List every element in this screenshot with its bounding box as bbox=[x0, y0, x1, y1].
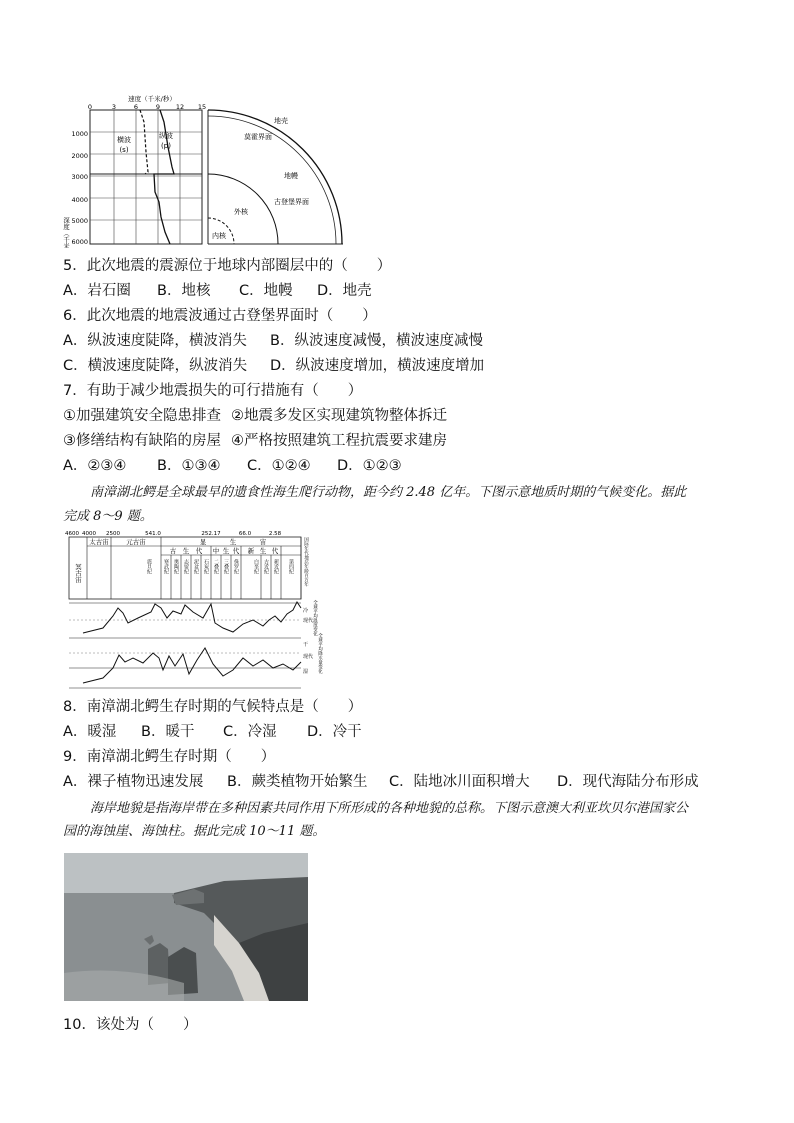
label-cold: 冷 bbox=[303, 608, 309, 614]
coastal-stacks-photo bbox=[64, 853, 308, 1001]
p-wave-label: 纵波 bbox=[159, 132, 173, 140]
time-number: 66.0 bbox=[238, 531, 252, 537]
period-label: 二叠纪 bbox=[213, 559, 219, 574]
period-label: 奥陶纪 bbox=[173, 559, 179, 574]
speed-tick: 15 bbox=[197, 103, 207, 111]
q7-items-row1 bbox=[63, 406, 447, 426]
era-char: 代 bbox=[271, 547, 279, 555]
moho-boundary bbox=[208, 116, 336, 244]
q5-option-a[interactable]: A．岩石圈 bbox=[63, 283, 131, 299]
right-temp-label: 全球平均温度变化 bbox=[312, 600, 318, 636]
eon-phanerozoic-2: 生 bbox=[229, 538, 237, 546]
p-wave-sub: (p) bbox=[161, 142, 171, 150]
period-label: 三叠纪 bbox=[223, 559, 229, 574]
label-now2: 现代 bbox=[303, 654, 314, 660]
temperature-curve bbox=[83, 602, 301, 633]
intro-10-11-line2: 园的海蚀崖、海蚀柱。据此完成 10～11 题。 bbox=[63, 824, 326, 839]
depth-tick: 2000 bbox=[71, 152, 88, 160]
s-wave-label: 横波 bbox=[117, 136, 131, 144]
q7-item-2: ②地震多发区实现建筑物整体拆迁 bbox=[231, 408, 447, 424]
q6-option-b[interactable]: B．纵波速度减慢，横波速度减慢 bbox=[270, 333, 483, 349]
q7-item-3: ③修缮结构有缺陷的房屋 bbox=[63, 433, 221, 449]
q9-stem: 9．南漳湖北鳄生存时期（ ） bbox=[63, 749, 276, 765]
q9-option-a[interactable]: A．裸子植物迅速发展 bbox=[63, 774, 204, 790]
depth-axis-label: 深度（千米） bbox=[62, 217, 70, 248]
label-wet: 湿 bbox=[303, 669, 309, 675]
q7-options bbox=[63, 456, 402, 476]
eon-phanerozoic-3: 宙 bbox=[259, 538, 267, 546]
period-label: 志留纪 bbox=[183, 559, 189, 574]
right-top-label: 国际年代地层年龄百万年 bbox=[303, 537, 309, 587]
period-label: 泥盆纪 bbox=[193, 559, 199, 574]
precipitation-curve bbox=[83, 648, 301, 683]
time-number: 4600 bbox=[65, 531, 79, 537]
q6-option-d[interactable]: D．纵波速度增加，横波速度增加 bbox=[270, 358, 485, 374]
time-number: 4000 bbox=[82, 531, 96, 537]
speed-tick: 9 bbox=[155, 103, 161, 111]
crust-label: 地壳 bbox=[274, 117, 288, 125]
q8-option-d[interactable]: D．冷干 bbox=[307, 724, 362, 740]
seismic-wave-figure bbox=[62, 92, 345, 248]
period-label: 新近纪 bbox=[273, 559, 279, 574]
speed-axis-label: 速度（千米/秒） bbox=[128, 95, 176, 103]
era-char: 生 bbox=[222, 547, 230, 555]
geologic-climate-figure bbox=[63, 528, 323, 692]
era-char: 生 bbox=[182, 547, 190, 555]
speed-tick: 0 bbox=[87, 103, 93, 111]
q7-option-b[interactable]: B．①③④ bbox=[157, 458, 221, 474]
era-char: 代 bbox=[232, 547, 240, 555]
q5-option-b[interactable]: B．地核 bbox=[157, 283, 211, 299]
depth-tick: 4000 bbox=[71, 196, 88, 204]
period-label: 白垩纪 bbox=[253, 559, 259, 574]
q7-stem: 7．有助于减少地震损失的可行措施有（ ） bbox=[63, 383, 363, 399]
period-label: 石炭纪 bbox=[203, 559, 209, 574]
gutenberg-label: 古登堡界面 bbox=[274, 198, 309, 206]
q5-option-c[interactable]: C．地幔 bbox=[239, 283, 293, 299]
moho-label: 莫霍界面 bbox=[244, 133, 272, 141]
q9-options bbox=[63, 772, 699, 792]
q6-options-row2 bbox=[63, 356, 484, 376]
q5-options bbox=[63, 281, 372, 301]
q6-stem: 6．此次地震的地震波通过古登堡界面时（ ） bbox=[63, 308, 377, 324]
outer-core-label: 外核 bbox=[234, 208, 248, 216]
q6-option-a[interactable]: A．纵波速度陡降，横波消失 bbox=[63, 333, 247, 349]
period-label: 震旦纪 bbox=[146, 559, 152, 574]
q7-items-row2 bbox=[63, 431, 447, 451]
era-char: 生 bbox=[259, 547, 267, 555]
depth-tick: 5000 bbox=[71, 217, 88, 225]
eon-proterozoic: 元古宙 bbox=[126, 538, 146, 546]
eon-phanerozoic-1: 显 bbox=[199, 538, 207, 546]
s-wave-sub: (s) bbox=[119, 146, 129, 154]
q7-option-c[interactable]: C．①②④ bbox=[247, 458, 311, 474]
depth-tick: 1000 bbox=[71, 130, 88, 138]
q8-stem: 8．南漳湖北鳄生存时期的气候特点是（ ） bbox=[63, 699, 363, 715]
period-label: 第四纪 bbox=[288, 559, 294, 574]
q6-options-row1 bbox=[63, 331, 483, 351]
q7-item-1: ①加强建筑安全隐患排查 bbox=[63, 408, 221, 424]
time-number: 2500 bbox=[106, 531, 120, 537]
q7-item-4: ④严格按照建筑工程抗震要求建房 bbox=[231, 433, 447, 449]
q8-option-b[interactable]: B．暖干 bbox=[141, 724, 195, 740]
q5-stem: 5．此次地震的震源位于地球内部圈层中的（ ） bbox=[63, 258, 392, 274]
right-precip-label: 全球平均降水量变化 bbox=[317, 633, 323, 674]
era-char: 中 bbox=[212, 547, 220, 555]
q8-option-a[interactable]: A．暖湿 bbox=[63, 724, 117, 740]
label-now1: 现代 bbox=[303, 618, 314, 624]
q7-option-a[interactable]: A．②③④ bbox=[63, 458, 127, 474]
depth-tick: 3000 bbox=[71, 173, 88, 181]
period-label: 寒武纪 bbox=[163, 559, 169, 574]
mantle-label: 地幔 bbox=[284, 172, 298, 180]
s-wave-curve bbox=[140, 110, 148, 174]
q7-option-d[interactable]: D．①②③ bbox=[337, 458, 402, 474]
depth-tick: 6000 bbox=[71, 238, 88, 246]
time-number: 2.58 bbox=[268, 531, 282, 537]
q9-option-c[interactable]: C．陆地冰川面积增大 bbox=[389, 774, 530, 790]
intro-8-9-line2: 完成 8～9 题。 bbox=[63, 509, 153, 524]
intro-10-11-line1: 海岸地貌是指海岸带在多种因素共同作用下所形成的各种地貌的总称。下图示意澳大利亚坎贝尔港国家公 bbox=[90, 801, 689, 816]
time-number: 252.17 bbox=[201, 531, 221, 537]
inner-core-boundary bbox=[208, 218, 234, 244]
eon-hadean: 冥古宙 bbox=[74, 563, 82, 583]
era-char: 新 bbox=[247, 547, 255, 555]
q8-options bbox=[63, 722, 362, 742]
time-number: 541.0 bbox=[145, 531, 161, 537]
era-char: 古 bbox=[169, 547, 177, 555]
q10-stem: 10．该处为（ ） bbox=[63, 1017, 198, 1033]
period-label: 侏罗纪 bbox=[233, 559, 239, 574]
p-wave-curve bbox=[154, 110, 174, 244]
period-label: 古近纪 bbox=[263, 559, 269, 574]
q6-option-c[interactable]: C．横波速度陡降，纵波消失 bbox=[63, 358, 248, 374]
inner-core-label: 内核 bbox=[212, 232, 226, 240]
speed-tick: 3 bbox=[111, 103, 117, 111]
eon-archean: 太古宙 bbox=[89, 538, 109, 546]
speed-tick: 6 bbox=[133, 103, 139, 111]
speed-tick: 12 bbox=[175, 103, 185, 111]
era-char: 代 bbox=[195, 547, 203, 555]
intro-8-9-line1: 南漳湖北鳄是全球最早的遗食性海生爬行动物，距今约 2.48 亿年。下图示意地质时期的气候变化。据此 bbox=[90, 485, 687, 500]
q9-option-d[interactable]: D．现代海陆分布形成 bbox=[557, 774, 699, 790]
q8-option-c[interactable]: C．冷湿 bbox=[223, 724, 277, 740]
q9-option-b[interactable]: B．蕨类植物开始繁生 bbox=[227, 774, 368, 790]
q5-option-d[interactable]: D．地壳 bbox=[317, 283, 372, 299]
label-dry: 干 bbox=[303, 642, 309, 648]
